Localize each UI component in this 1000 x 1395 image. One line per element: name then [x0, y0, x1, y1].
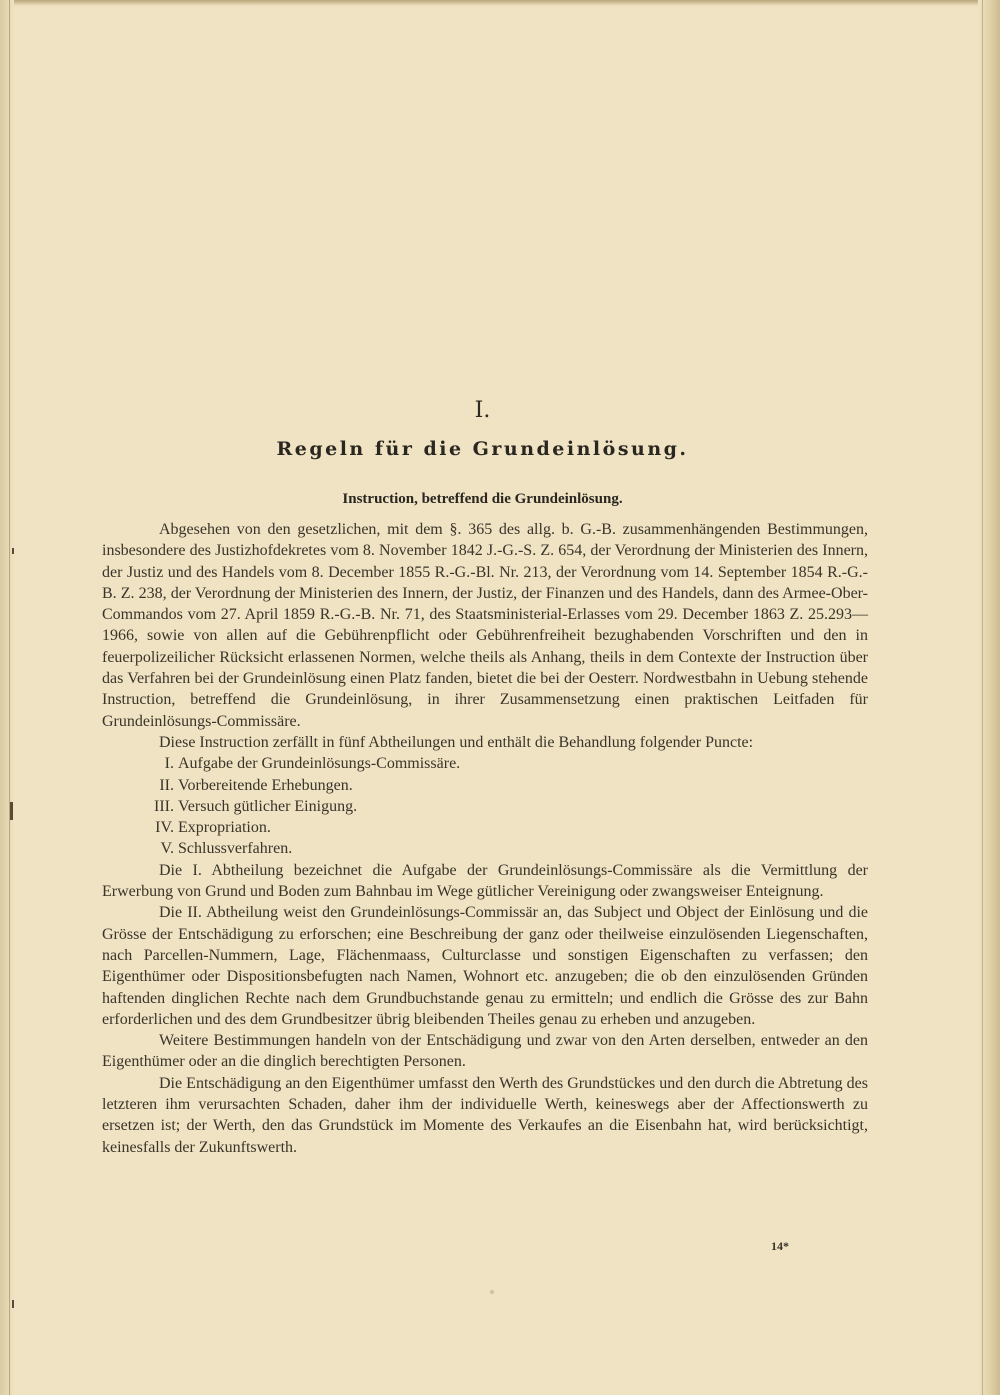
- margin-mark: [12, 548, 14, 554]
- paragraph: Abgesehen von den gesetzlichen, mit dem §. 365 des allg. b. G.-B. zusammenhängenden Bestimmungen, insbesondere des Justizhofdekretes vom 8. November 1842 J.-G.-S. Z. 654, der Verordnung der Ministerien des Innern, der Justiz und des Handels vom 8. December 1855 R.-G.-Bl. Nr. 213, der Verordnung vom 14. September 1854 R.-G.-B. Z. 238, der Verordnung der Ministerien des Innern, der Justiz, der Finanzen und des Handels, dann des Armee-Ober-Commandos vom 27. April 1859 R.-G.-B. Nr. 71, des Staatsministerial-Erlasses vom 29. December 1863 Z. 25.293—1966, sowie von allen auf die Gebührenpflicht oder Gebührenfreiheit bezughabenden Vorschriften und den in feuerpolizeilicher Rücksicht erlassenen Normen, welche theils als Anhang, theils in dem Contexte der Instruction über das Verfahren bei der Grundeinlösung einen Platz fanden, bietet die bei der Oesterr. Nordwestbahn in Uebung stehende Instruction, betreffend die Grundeinlösung, in ihrer Zusammensetzung einen praktischen Leitfaden für Grundeinlösungs-Commissäre.: [102, 521, 868, 730]
- paper-speck: [490, 1290, 494, 1294]
- list-item-number: V.: [160, 840, 174, 858]
- topic-list: [102, 753, 868, 859]
- body-text: [102, 519, 868, 1158]
- margin-mark: [10, 802, 13, 820]
- page-number: 14*: [771, 1239, 789, 1253]
- paragraph: Weitere Bestimmungen handeln von der Entschädigung und zwar von den Arten derselben, entweder an den Eigenthümer oder an die dinglich berechtigten Personen.: [102, 1032, 868, 1071]
- list-item: [102, 753, 868, 774]
- paragraph: Die II. Abtheilung weist den Grundeinlösungs-Commissär an, das Subject und Object der Einlösung und die Grösse der Entschädigung zu erforschen; eine Beschreibung der ganz oder theilweise einzulösenden Liegenschaften, nach Parcellen-Nummern, Lage, Flächenmaass, Culturclasse und sonstigen Eigenschaften zu verfassen; den Eigenthümer oder Dispositionsbefugten nach Namen, Wohnort etc. anzugeben; die ob den einzulösenden Gründen haftenden dinglichen Rechte nach dem Grundbuchstande genau zu ermitteln; und endlich die Grösse des zur Bahn erforderlichen und des dem Grundbesitzer übrig bleibenden Theiles genau zu erheben und anzugeben.: [102, 904, 868, 1028]
- chapter-number: I.: [474, 398, 491, 423]
- paragraph: Diese Instruction zerfällt in fünf Abtheilungen und enthält die Behandlung folgender Puncte:: [159, 733, 754, 751]
- list-item-text: Expropriation.: [178, 819, 271, 837]
- paragraph: Die Entschädigung an den Eigenthümer umfasst den Werth des Grundstückes und den durch die Abtretung des letzteren ihm verursachten Schaden, daher ihm der individuelle Werth, keineswegs aber der Affectionswerth zu ersetzen ist; der Werth, den das Grundstück im Momente des Verkaufes an die Eisenbahn hat, wird berücksichtigt, keinesfalls der Zukunftswerth.: [102, 1074, 868, 1156]
- page-left-edge: [0, 0, 14, 1395]
- list-item: [102, 796, 868, 817]
- list-item-number: II.: [159, 776, 174, 794]
- list-item-number: IV.: [155, 819, 174, 837]
- list-item-number: III.: [154, 797, 174, 815]
- chapter-title: Regeln für die Grundeinlösung.: [276, 438, 689, 460]
- list-item-number: I.: [164, 755, 174, 773]
- page-top-edge: [0, 0, 1000, 6]
- list-item: [102, 775, 868, 796]
- list-item: [102, 817, 868, 838]
- page-right-edge: [978, 0, 1000, 1395]
- list-item-text: Vorbereitende Erhebungen.: [178, 776, 353, 794]
- list-item-text: Aufgabe der Grundeinlösungs-Commissäre.: [178, 755, 461, 773]
- list-item-text: Versuch gütlicher Einigung.: [178, 797, 358, 815]
- list-item: [102, 838, 868, 859]
- paragraph: Die I. Abtheilung bezeichnet die Aufgabe der Grundeinlösungs-Commissäre als die Vermittlung der Erwerbung von Grund und Boden zum Bahnbau im Wege gütlicher Vereinigung oder zwangsweiser Enteignung.: [102, 861, 868, 901]
- section-title: Instruction, betreffend die Grundeinlösung.: [342, 491, 623, 507]
- margin-mark: [12, 1300, 14, 1308]
- list-item-text: Schlussverfahren.: [178, 840, 293, 858]
